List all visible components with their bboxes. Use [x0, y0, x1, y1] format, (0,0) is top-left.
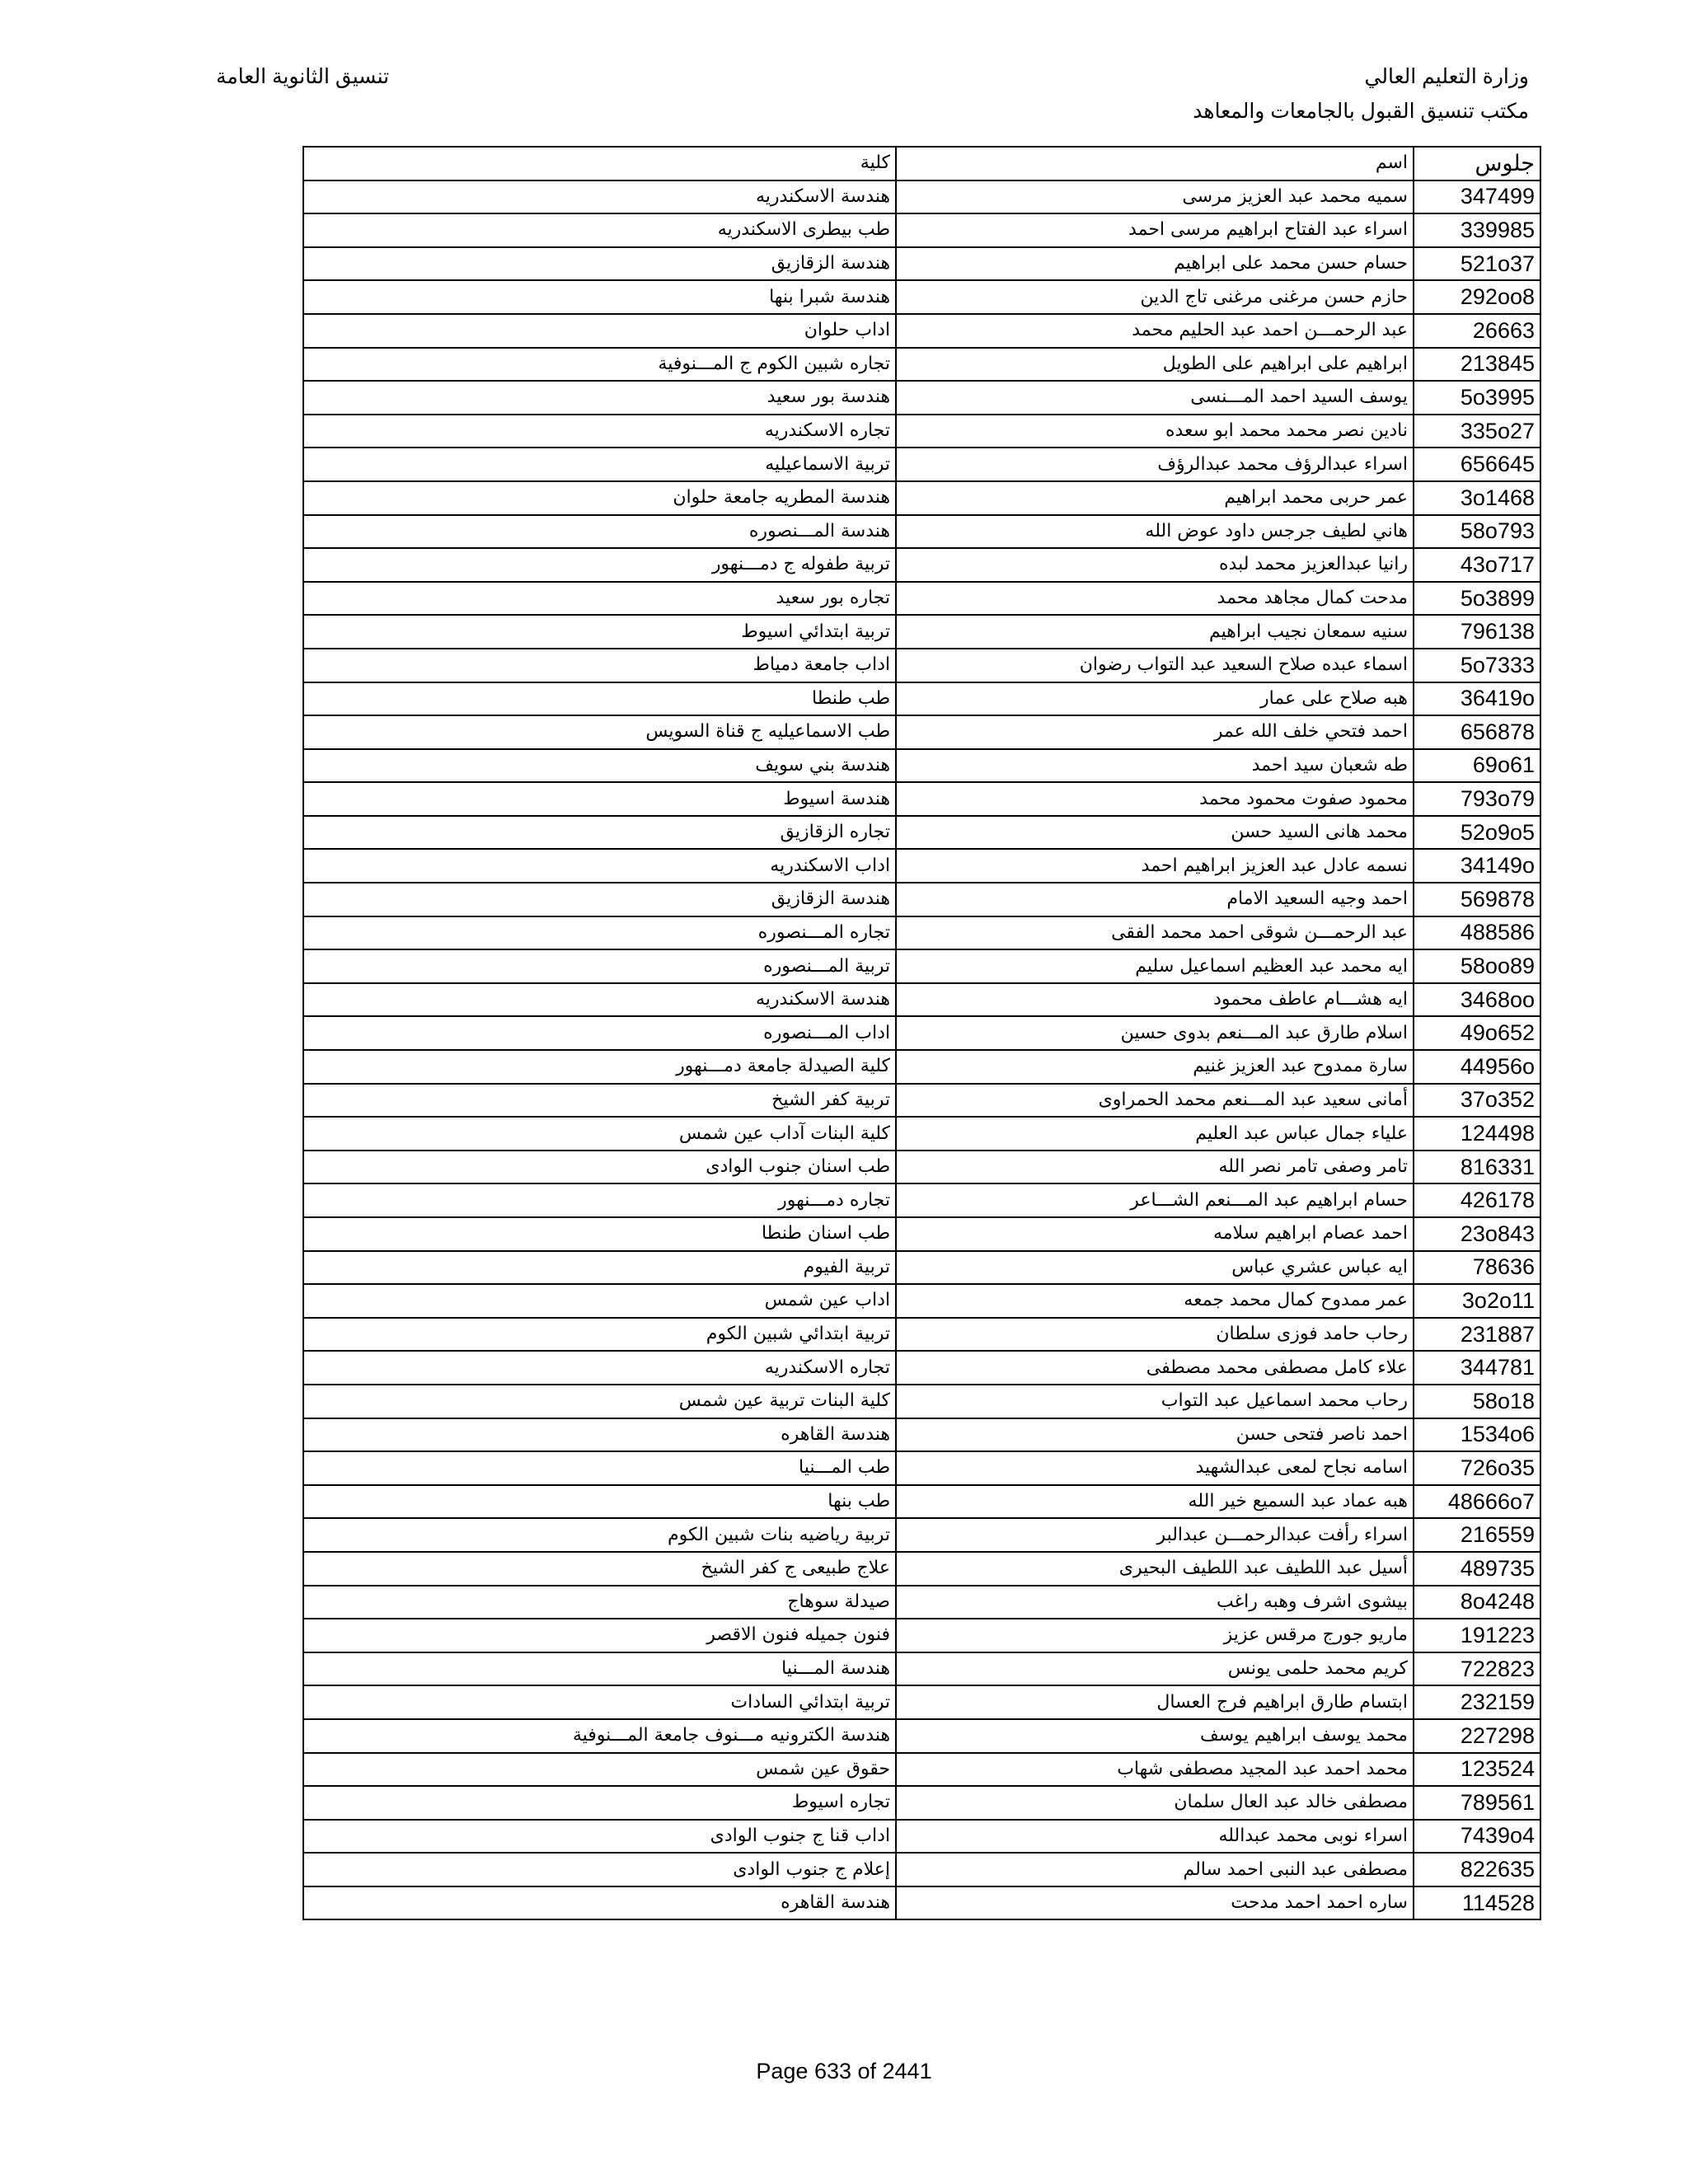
student-name-cell: ايه هشـــام عاطف محمود [896, 983, 1414, 1017]
table-row [303, 1753, 1540, 1787]
admissions-table-body [303, 147, 1540, 1919]
student-name-cell: اسراء نوبى محمد عبدالله [896, 1820, 1414, 1854]
faculty-cell: اداب عين شمس [303, 1284, 896, 1318]
seat-number-cell: 216559 [1414, 1518, 1540, 1552]
seat-number-cell: 822635 [1414, 1853, 1540, 1886]
seat-number-cell: 26663 [1414, 314, 1540, 348]
student-name-cell: محمد هانى السيد حسن [896, 816, 1414, 850]
seat-number-cell: 521o37 [1414, 247, 1540, 281]
table-row [303, 1586, 1540, 1619]
student-name-cell: سنيه سمعان نجيب ابراهيم [896, 615, 1414, 649]
table-row [303, 949, 1540, 983]
seat-number-cell: 52o9o5 [1414, 816, 1540, 850]
student-name-cell: ابتسام طارق ابراهيم فرج العسال [896, 1685, 1414, 1719]
seat-number-cell: 488586 [1414, 916, 1540, 950]
seat-number-cell: 347499 [1414, 180, 1540, 214]
table-row [303, 715, 1540, 749]
table-row [303, 1485, 1540, 1519]
table-row [303, 1518, 1540, 1552]
seat-number-cell: 489735 [1414, 1552, 1540, 1586]
seat-number-cell: 569878 [1414, 883, 1540, 916]
faculty-cell: تربية طفوله ج دمـــنهور [303, 548, 896, 582]
faculty-cell: هندسة بور سعيد [303, 381, 896, 415]
seat-number-cell: 7439o4 [1414, 1820, 1540, 1854]
seat-number-cell: 124498 [1414, 1117, 1540, 1151]
table-row [303, 448, 1540, 481]
faculty-cell: تربية ابتدائي شبين الكوم [303, 1318, 896, 1352]
student-name-cell: محمد يوسف ابراهيم يوسف [896, 1719, 1414, 1753]
faculty-cell: هندسة المـــنصوره [303, 515, 896, 549]
faculty-cell: تجاره الزقازيق [303, 816, 896, 850]
faculty-cell: هندسة شبرا بنها [303, 280, 896, 314]
seat-number-cell: 36419o [1414, 682, 1540, 716]
table-row [303, 1251, 1540, 1285]
table-row [303, 381, 1540, 415]
student-name-cell: اسراء عبدالرؤف محمد عبدالرؤف [896, 448, 1414, 481]
seat-number-cell: 722823 [1414, 1652, 1540, 1686]
table-row [303, 1217, 1540, 1251]
student-name-cell: أسيل عبد اللطيف عبد اللطيف البحيرى [896, 1552, 1414, 1586]
seat-number-cell: 5o3995 [1414, 381, 1540, 415]
table-row [303, 1117, 1540, 1151]
student-name-cell: عبد الرحمـــن احمد عبد الحليم محمد [896, 314, 1414, 348]
faculty-cell: هندسة المطريه جامعة حلوان [303, 481, 896, 515]
table-row [303, 1418, 1540, 1452]
column-header-faculty: كلية [303, 147, 896, 180]
faculty-cell: هندسة المـــنيا [303, 1652, 896, 1686]
faculty-cell: طب الاسماعيليه ج قناة السويس [303, 715, 896, 749]
admissions-table [302, 146, 1541, 1920]
faculty-cell: تربية الاسماعيليه [303, 448, 896, 481]
table-row [303, 481, 1540, 515]
student-name-cell: ساره احمد احمد مدحت [896, 1886, 1414, 1920]
student-name-cell: حازم حسن مرغنى مرغنى تاج الدين [896, 280, 1414, 314]
faculty-cell: تجاره شبين الكوم ج المـــنوفية [303, 348, 896, 382]
student-name-cell: هبه عماد عبد السميع خير الله [896, 1485, 1414, 1519]
seat-number-cell: 5o7333 [1414, 649, 1540, 682]
table-row [303, 1685, 1540, 1719]
table-row [303, 548, 1540, 582]
seat-number-cell: 227298 [1414, 1719, 1540, 1753]
table-header-row [303, 147, 1540, 180]
faculty-cell: اداب جامعة دمياط [303, 649, 896, 682]
table-row [303, 1351, 1540, 1385]
table-row [303, 749, 1540, 783]
table-row [303, 849, 1540, 883]
table-row [303, 1619, 1540, 1652]
seat-number-cell: 339985 [1414, 213, 1540, 247]
table-row [303, 1318, 1540, 1352]
table-row [303, 1385, 1540, 1418]
table-row [303, 1183, 1540, 1217]
student-name-cell: كريم محمد حلمى يونس [896, 1652, 1414, 1686]
student-name-cell: محمود صفوت محمود محمد [896, 782, 1414, 816]
table-row [303, 247, 1540, 281]
faculty-cell: كلية البنات تربية عين شمس [303, 1385, 896, 1418]
table-row [303, 1719, 1540, 1753]
faculty-cell: طب بيطرى الاسكندريه [303, 213, 896, 247]
seat-number-cell: 292oo8 [1414, 280, 1540, 314]
table-row [303, 582, 1540, 616]
table-row [303, 1552, 1540, 1586]
faculty-cell: تجاره دمـــنهور [303, 1183, 896, 1217]
seat-number-cell: 34149o [1414, 849, 1540, 883]
ministry-title: وزارة التعليم العالي [1364, 65, 1529, 88]
faculty-cell: تجاره بور سعيد [303, 582, 896, 616]
faculty-cell: اداب الاسكندريه [303, 849, 896, 883]
student-name-cell: ابراهيم على ابراهيم على الطويل [896, 348, 1414, 382]
faculty-cell: هندسة الزقازيق [303, 247, 896, 281]
table-row [303, 816, 1540, 850]
faculty-cell: طب المـــنيا [303, 1451, 896, 1485]
table-row [303, 983, 1540, 1017]
student-name-cell: حسام ابراهيم عبد المـــنعم الشـــاعر [896, 1183, 1414, 1217]
table-row [303, 1016, 1540, 1050]
table-row [303, 314, 1540, 348]
table-row [303, 782, 1540, 816]
table-row [303, 682, 1540, 716]
coordination-title: تنسيق الثانوية العامة [216, 65, 390, 88]
seat-number-cell: 793o79 [1414, 782, 1540, 816]
table-row [303, 615, 1540, 649]
student-name-cell: احمد وجيه السعيد الامام [896, 883, 1414, 916]
student-name-cell: اسراء عبد الفتاح ابراهيم مرسى احمد [896, 213, 1414, 247]
seat-number-cell: 726o35 [1414, 1451, 1540, 1485]
student-name-cell: مصطفى عبد النبى احمد سالم [896, 1853, 1414, 1886]
table-row [303, 515, 1540, 549]
student-name-cell: ايه محمد عبد العظيم اسماعيل سليم [896, 949, 1414, 983]
faculty-cell: هندسة الكترونيه مـــنوف جامعة المـــنوفية [303, 1719, 896, 1753]
faculty-cell: فنون جميله فنون الاقصر [303, 1619, 896, 1652]
student-name-cell: رحاب محمد اسماعيل عبد التواب [896, 1385, 1414, 1418]
seat-number-cell: 656878 [1414, 715, 1540, 749]
student-name-cell: بيشوى اشرف وهبه راغب [896, 1586, 1414, 1619]
seat-number-cell: 796138 [1414, 615, 1540, 649]
faculty-cell: تجاره الاسكندريه [303, 1351, 896, 1385]
student-name-cell: هاني لطيف جرجس داود عوض الله [896, 515, 1414, 549]
seat-number-cell: 1534o6 [1414, 1418, 1540, 1452]
student-name-cell: محمد احمد عبد المجيد مصطفى شهاب [896, 1753, 1414, 1787]
seat-number-cell: 426178 [1414, 1183, 1540, 1217]
student-name-cell: اسماء عبده صلاح السعيد عبد التواب رضوان [896, 649, 1414, 682]
faculty-cell: تربية رياضيه بنات شبين الكوم [303, 1518, 896, 1552]
seat-number-cell: 37o352 [1414, 1084, 1540, 1118]
seat-number-cell: 344781 [1414, 1351, 1540, 1385]
table-row [303, 1451, 1540, 1485]
student-name-cell: احمد ناصر فتحى حسن [896, 1418, 1414, 1452]
seat-number-cell: 44956o [1414, 1050, 1540, 1084]
faculty-cell: تربية ابتدائي السادات [303, 1685, 896, 1719]
table-row [303, 280, 1540, 314]
student-name-cell: يوسف السيد احمد المـــنسى [896, 381, 1414, 415]
student-name-cell: مصطفى خالد عبد العال سلمان [896, 1786, 1414, 1820]
faculty-cell: هندسة اسيوط [303, 782, 896, 816]
student-name-cell: نادين نصر محمد محمد ابو سعده [896, 415, 1414, 448]
faculty-cell: تربية الفيوم [303, 1251, 896, 1285]
faculty-cell: طب بنها [303, 1485, 896, 1519]
student-name-cell: عمر ممدوح كمال محمد جمعه [896, 1284, 1414, 1318]
seat-number-cell: 69o61 [1414, 749, 1540, 783]
table-row [303, 1050, 1540, 1084]
faculty-cell: تجاره اسيوط [303, 1786, 896, 1820]
seat-number-cell: 58o18 [1414, 1385, 1540, 1418]
student-name-cell: رحاب حامد فوزى سلطان [896, 1318, 1414, 1352]
student-name-cell: تامر وصفى تامر نصر الله [896, 1151, 1414, 1184]
seat-number-cell: 3o2o11 [1414, 1284, 1540, 1318]
faculty-cell: إعلام ج جنوب الوادى [303, 1853, 896, 1886]
faculty-cell: حقوق عين شمس [303, 1753, 896, 1787]
table-row [303, 1786, 1540, 1820]
student-name-cell: عمر حربى محمد ابراهيم [896, 481, 1414, 515]
student-name-cell: ماريو جورج مرقس عزيز [896, 1619, 1414, 1652]
faculty-cell: هندسة الزقازيق [303, 883, 896, 916]
student-name-cell: اسلام طارق عبد المـــنعم بدوى حسين [896, 1016, 1414, 1050]
seat-number-cell: 48666o7 [1414, 1485, 1540, 1519]
faculty-cell: تربية ابتدائي اسيوط [303, 615, 896, 649]
seat-number-cell: 191223 [1414, 1619, 1540, 1652]
seat-number-cell: 49o652 [1414, 1016, 1540, 1050]
faculty-cell: هندسة القاهره [303, 1886, 896, 1920]
student-name-cell: سميه محمد عبد العزيز مرسى [896, 180, 1414, 214]
seat-number-cell: 232159 [1414, 1685, 1540, 1719]
table-row [303, 415, 1540, 448]
faculty-cell: طب اسنان جنوب الوادى [303, 1151, 896, 1184]
faculty-cell: كلية البنات آداب عين شمس [303, 1117, 896, 1151]
faculty-cell: تربية المـــنصوره [303, 949, 896, 983]
seat-number-cell: 231887 [1414, 1318, 1540, 1352]
faculty-cell: كلية الصيدلة جامعة دمـــنهور [303, 1050, 896, 1084]
table-row [303, 1084, 1540, 1118]
student-name-cell: اسراء رأفت عبدالرحمـــن عبدالبر [896, 1518, 1414, 1552]
faculty-cell: تجاره المـــنصوره [303, 916, 896, 950]
seat-number-cell: 3o1468 [1414, 481, 1540, 515]
student-name-cell: مدحت كمال مجاهد محمد [896, 582, 1414, 616]
student-name-cell: اسامه نجاح لمعى عبدالشهيد [896, 1451, 1414, 1485]
student-name-cell: علاء كامل مصطفى محمد مصطفى [896, 1351, 1414, 1385]
faculty-cell: هندسة القاهره [303, 1418, 896, 1452]
faculty-cell: هندسة بني سويف [303, 749, 896, 783]
table-row [303, 883, 1540, 916]
seat-number-cell: 213845 [1414, 348, 1540, 382]
student-name-cell: ايه عباس عشري عباس [896, 1251, 1414, 1285]
student-name-cell: احمد فتحي خلف الله عمر [896, 715, 1414, 749]
seat-number-cell: 123524 [1414, 1753, 1540, 1787]
student-name-cell: طه شعبان سيد احمد [896, 749, 1414, 783]
column-header-seat: جلوس [1414, 147, 1540, 180]
student-name-cell: رانيا عبدالعزيز محمد لبده [896, 548, 1414, 582]
seat-number-cell: 5o3899 [1414, 582, 1540, 616]
seat-number-cell: 656645 [1414, 448, 1540, 481]
seat-number-cell: 43o717 [1414, 548, 1540, 582]
faculty-cell: تجاره الاسكندريه [303, 415, 896, 448]
table-row [303, 1820, 1540, 1854]
seat-number-cell: 58o793 [1414, 515, 1540, 549]
seat-number-cell: 114528 [1414, 1886, 1540, 1920]
seat-number-cell: 789561 [1414, 1786, 1540, 1820]
student-name-cell: عبد الرحمـــن شوقى احمد محمد الفقى [896, 916, 1414, 950]
table-row [303, 1853, 1540, 1886]
student-name-cell: أمانى سعيد عبد المـــنعم محمد الحمراوى [896, 1084, 1414, 1118]
table-row [303, 1284, 1540, 1318]
faculty-cell: اداب حلوان [303, 314, 896, 348]
faculty-cell: تربية كفر الشيخ [303, 1084, 896, 1118]
faculty-cell: طب اسنان طنطا [303, 1217, 896, 1251]
seat-number-cell: 78636 [1414, 1251, 1540, 1285]
page-header-right [1193, 59, 1529, 129]
table-row [303, 348, 1540, 382]
faculty-cell: اداب المـــنصوره [303, 1016, 896, 1050]
student-name-cell: علياء جمال عباس عبد العليم [896, 1117, 1414, 1151]
faculty-cell: طب طنطا [303, 682, 896, 716]
office-title: مكتب تنسيق القبول بالجامعات والمعاهد [1193, 100, 1529, 123]
table-row [303, 213, 1540, 247]
page-number: Page 633 of 2441 [756, 2059, 932, 2083]
faculty-cell: اداب قنا ج جنوب الوادى [303, 1820, 896, 1854]
student-name-cell: سارة ممدوح عبد العزيز غنيم [896, 1050, 1414, 1084]
column-header-name: اسم [896, 147, 1414, 180]
seat-number-cell: 3468oo [1414, 983, 1540, 1017]
faculty-cell: هندسة الاسكندريه [303, 180, 896, 214]
faculty-cell: علاج طبيعى ج كفر الشيخ [303, 1552, 896, 1586]
table-row [303, 1151, 1540, 1184]
table-row [303, 916, 1540, 950]
table-row [303, 1652, 1540, 1686]
seat-number-cell: 23o843 [1414, 1217, 1540, 1251]
student-name-cell: هبه صلاح على عمار [896, 682, 1414, 716]
faculty-cell: هندسة الاسكندريه [303, 983, 896, 1017]
seat-number-cell: 58oo89 [1414, 949, 1540, 983]
student-name-cell: نسمه عادل عبد العزيز ابراهيم احمد [896, 849, 1414, 883]
seat-number-cell: 335o27 [1414, 415, 1540, 448]
seat-number-cell: 816331 [1414, 1151, 1540, 1184]
table-row [303, 649, 1540, 682]
table-row [303, 180, 1540, 214]
student-name-cell: احمد عصام ابراهيم سلامه [896, 1217, 1414, 1251]
faculty-cell: صيدلة سوهاج [303, 1586, 896, 1619]
seat-number-cell: 8o4248 [1414, 1586, 1540, 1619]
table-row [303, 1886, 1540, 1920]
student-name-cell: حسام حسن محمد على ابراهيم [896, 247, 1414, 281]
